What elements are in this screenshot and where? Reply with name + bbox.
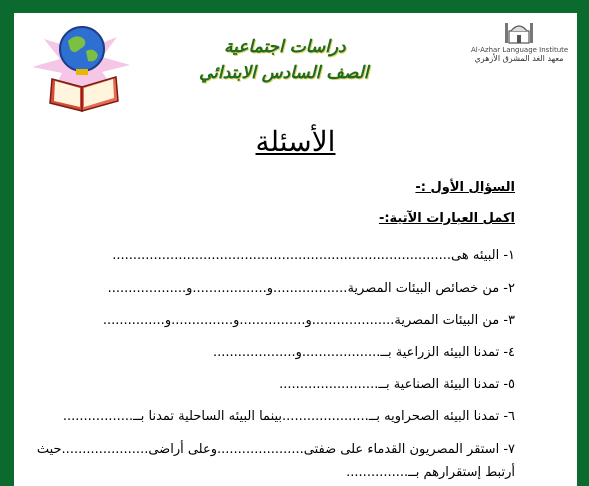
list-item: ٦- تمدنا البيئه الصحراويه بــ.....................بينما البيئه الساحلية تمدنا بــ................. xyxy=(62,409,515,424)
list-item: ٣- من البيئات المصرية....................و................و...............و............... xyxy=(102,313,515,328)
globe-book-icon xyxy=(22,17,140,119)
institute-logo xyxy=(471,19,567,79)
list-item: ٥- تمدنا البيئة الصناعية بــ........................ xyxy=(279,377,515,392)
grade-title: الصف السادس الابتدائي xyxy=(199,63,369,83)
list-item: ٧- استقر المصريون القدماء على ضفتى.....................وعلى أراضى.....................حيث xyxy=(36,442,515,457)
question-heading: السؤال الأول :- xyxy=(415,180,515,195)
subject-title: دراسات اجتماعية xyxy=(224,37,346,57)
institute-name-ar: معهد الغد المشرق الأزهري xyxy=(474,54,564,63)
institute-name-en: Al-Azhar Language Institute xyxy=(471,46,569,54)
mosque-icon xyxy=(503,19,535,45)
list-item: ١- البيئه هى.................................................................................. xyxy=(112,248,515,263)
page-title: الأسئلة xyxy=(255,125,336,158)
instruction-heading: اكمل العبارات الآتية:- xyxy=(378,211,515,226)
list-item: ٤- تمدنا البيئه الزراعية بــ...................و.................... xyxy=(212,345,515,360)
list-item-continuation: أرتبط إستقرارهم بــ............... xyxy=(346,465,515,480)
header xyxy=(14,13,577,113)
list-item: ٢- من خصائص البيئات المصرية..................و..................و................... xyxy=(107,281,515,296)
worksheet-page xyxy=(14,13,577,486)
